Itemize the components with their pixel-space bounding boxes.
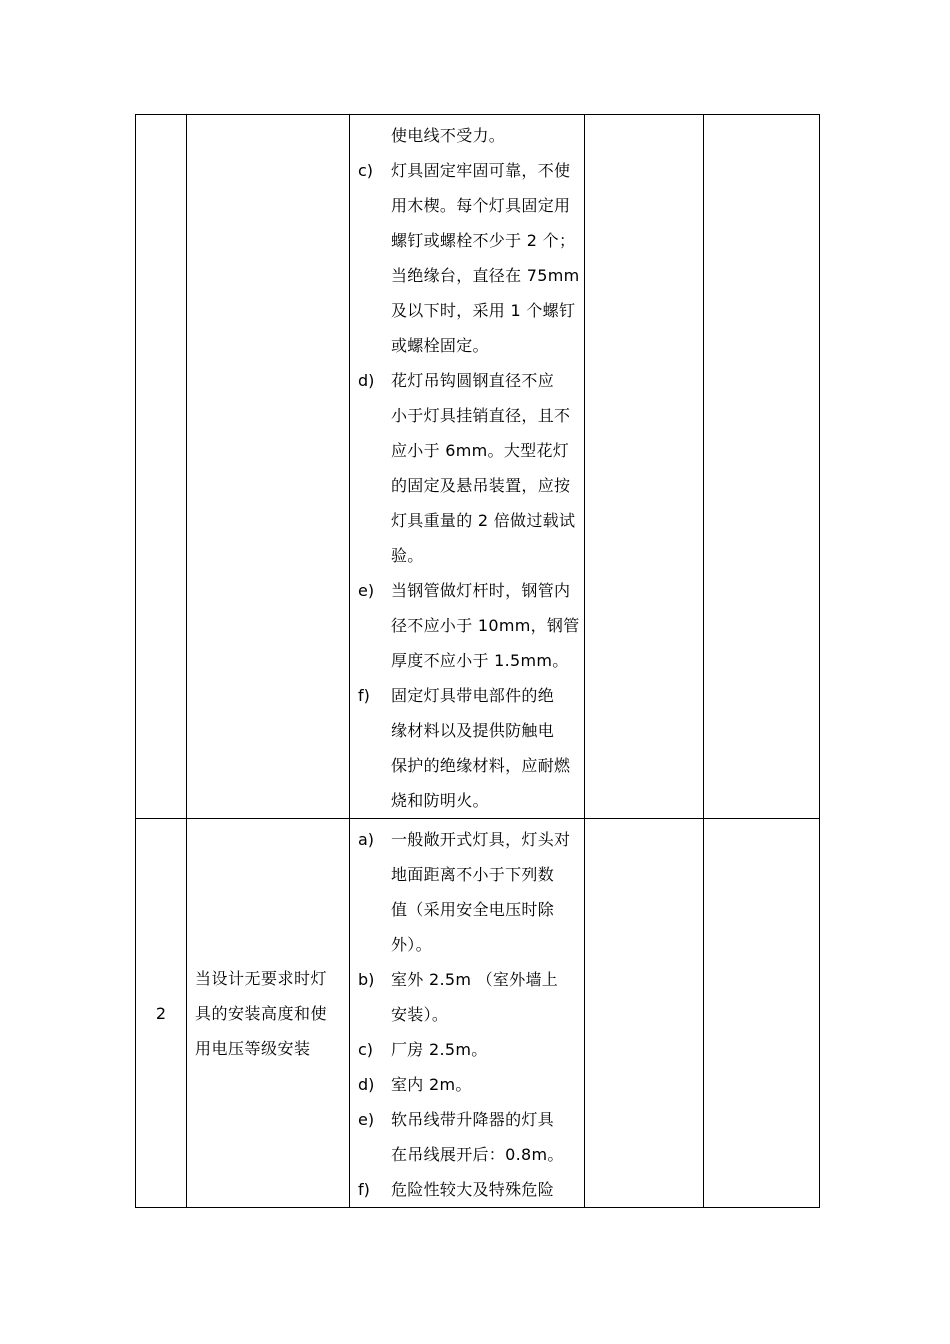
- requirement-line: [358, 643, 578, 678]
- requirement-text: 外）。: [391, 935, 432, 954]
- list-marker: [358, 538, 391, 573]
- requirement-text: 在吊线展开后：0.8m。: [391, 1145, 564, 1164]
- requirement-line: [358, 783, 578, 818]
- list-marker: [358, 927, 391, 962]
- requirement-line: [358, 608, 578, 643]
- requirement-text: 或螺栓固定。: [391, 336, 489, 355]
- requirement-line: [358, 538, 578, 573]
- requirement-line: [358, 1032, 578, 1067]
- requirement-text: 灯具重量的 2 倍做过载试: [391, 511, 576, 530]
- list-marker: [358, 188, 391, 223]
- list-marker: [358, 748, 391, 783]
- requirement-line: [358, 927, 578, 962]
- requirements-cell: [350, 115, 585, 819]
- requirement-text: 小于灯具挂销直径，且不: [391, 406, 571, 425]
- requirement-line: [358, 822, 578, 857]
- list-marker: [358, 293, 391, 328]
- requirement-line: [358, 857, 578, 892]
- remarks-cell: [704, 819, 820, 1208]
- requirement-text: 保护的绝缘材料，应耐燃: [391, 756, 571, 775]
- requirement-line: [358, 363, 578, 398]
- requirement-line: [358, 678, 578, 713]
- description-cell: [187, 115, 350, 819]
- requirement-text: 径不应小于 10mm，钢管: [391, 616, 580, 635]
- requirement-line: [358, 258, 578, 293]
- list-marker: [358, 892, 391, 927]
- requirement-text: 地面距离不小于下列数: [391, 865, 555, 884]
- list-marker: d): [358, 1075, 375, 1094]
- list-marker: e): [358, 581, 375, 600]
- requirement-line: [358, 223, 578, 258]
- requirement-line: [358, 328, 578, 363]
- requirement-line: [358, 433, 578, 468]
- requirement-text: 使电线不受力。: [391, 126, 506, 145]
- list-marker: [358, 1137, 391, 1172]
- requirements-list: [350, 819, 584, 1207]
- list-marker: [358, 468, 391, 503]
- description-text: 当设计无要求时灯具的安装高度和使用电压等级安装: [195, 968, 328, 1058]
- requirement-line: [358, 293, 578, 328]
- requirement-text: 软吊线带升降器的灯具: [391, 1110, 555, 1129]
- requirements-list: [350, 115, 584, 818]
- requirement-text: 厂房 2.5m。: [391, 1040, 488, 1059]
- requirement-text: 的固定及悬吊装置，应按: [391, 476, 571, 495]
- table-row: [136, 819, 820, 1208]
- list-marker: [358, 857, 391, 892]
- list-marker: [358, 713, 391, 748]
- requirement-text: 室内 2m。: [391, 1075, 472, 1094]
- requirement-text: 危险性较大及特殊危险: [391, 1180, 555, 1199]
- list-marker: [358, 608, 391, 643]
- requirement-line: [358, 997, 578, 1032]
- requirement-text: 验。: [391, 546, 424, 565]
- requirement-line: [358, 573, 578, 608]
- requirement-text: 一般敞开式灯具，灯头对: [391, 830, 571, 849]
- specification-table: [135, 114, 820, 1208]
- requirement-line: [358, 1137, 578, 1172]
- requirement-line: [358, 153, 578, 188]
- list-marker: f): [358, 1180, 370, 1199]
- list-marker: c): [358, 161, 374, 180]
- requirement-line: [358, 1102, 578, 1137]
- requirement-text: 灯具固定牢固可靠，不使: [391, 161, 571, 180]
- requirement-text: 螺钉或螺栓不少于 2 个；: [391, 231, 576, 250]
- requirement-line: [358, 468, 578, 503]
- row-number-cell: [136, 115, 187, 819]
- requirement-text: 厚度不应小于 1.5mm。: [391, 651, 569, 670]
- requirement-text: 用木楔。每个灯具固定用: [391, 196, 571, 215]
- requirement-line: [358, 398, 578, 433]
- requirement-text: 室外 2.5m （室外墙上: [391, 970, 559, 989]
- list-marker: c): [358, 1040, 374, 1059]
- requirement-text: 缘材料以及提供防触电: [391, 721, 555, 740]
- list-marker: [358, 328, 391, 363]
- list-marker: [358, 643, 391, 678]
- requirement-text: 花灯吊钩圆钢直径不应: [391, 371, 555, 390]
- list-marker: [358, 783, 391, 818]
- row-number: 2: [155, 1003, 167, 1023]
- requirement-text: 当钢管做灯杆时，钢管内: [391, 581, 571, 600]
- list-marker: [358, 433, 391, 468]
- remarks-cell: [704, 115, 820, 819]
- list-marker: [358, 118, 391, 153]
- list-marker: b): [358, 970, 375, 989]
- list-marker: f): [358, 686, 370, 705]
- requirement-text: 固定灯具带电部件的绝: [391, 686, 555, 705]
- requirement-text: 应小于 6mm。大型花灯: [391, 441, 570, 460]
- description-cell: [187, 819, 350, 1208]
- requirement-line: [358, 118, 578, 153]
- check-result-cell: [585, 819, 704, 1208]
- requirement-line: [358, 713, 578, 748]
- requirements-cell: [350, 819, 585, 1208]
- table-row: [136, 115, 820, 819]
- requirement-line: [358, 962, 578, 997]
- list-marker: [358, 223, 391, 258]
- requirement-line: [358, 1172, 578, 1207]
- list-marker: [358, 503, 391, 538]
- requirement-text: 安装）。: [391, 1005, 449, 1024]
- requirement-text: 烧和防明火。: [391, 791, 489, 810]
- requirement-text: 值（采用安全电压时除: [391, 900, 555, 919]
- requirement-text: 及以下时，采用 1 个螺钉: [391, 301, 576, 320]
- list-marker: [358, 258, 391, 293]
- requirement-line: [358, 748, 578, 783]
- list-marker: a): [358, 830, 375, 849]
- requirement-text: 当绝缘台，直径在 75mm: [391, 266, 580, 285]
- row-number-cell: [136, 819, 187, 1208]
- requirement-line: [358, 188, 578, 223]
- check-result-cell: [585, 115, 704, 819]
- list-marker: d): [358, 371, 375, 390]
- requirement-line: [358, 892, 578, 927]
- list-marker: e): [358, 1110, 375, 1129]
- requirement-line: [358, 1067, 578, 1102]
- list-marker: [358, 997, 391, 1032]
- list-marker: [358, 398, 391, 433]
- requirement-line: [358, 503, 578, 538]
